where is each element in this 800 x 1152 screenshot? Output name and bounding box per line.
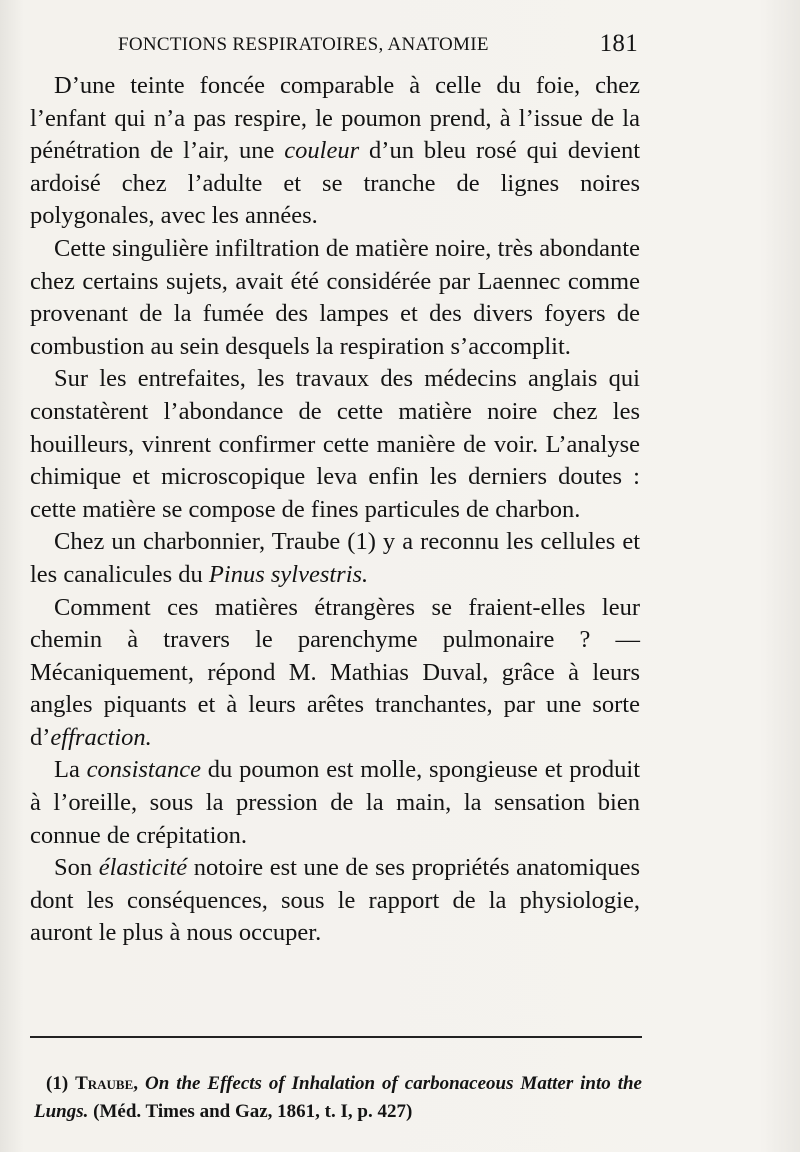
footnote-marker: (1) <box>46 1073 69 1094</box>
footnote-author: Traube, <box>75 1073 139 1094</box>
running-title: FONCTIONS RESPIRATOIRES, ANATOMIE <box>118 34 489 55</box>
body-text <box>30 70 640 950</box>
paragraph: Comment ces matières étrangères se fraient-elles leur chemin à travers le parenchyme pulmonaire ? — Mécaniquement, répond M. Mathias Duval, grâce à leurs angles piquants et à leurs arêtes tranchantes, par une sorte d’effraction. <box>30 593 640 751</box>
footnote <box>34 1070 642 1126</box>
page-header <box>118 32 638 62</box>
paragraph: D’une teinte foncée comparable à celle du foie, chez l’enfant qui n’a pas respire, le poumon prend, à l’issue de la pénétration de l’air, une couleur d’un bleu rosé qui devient ardoisé chez l’adulte et se tranche de lignes noires polygonales, avec les années. <box>30 72 641 230</box>
footnote-rule <box>30 1036 642 1038</box>
footnote-title: On the Effects of Inhalation of carbonaceous Matter into the Lungs. <box>34 1073 642 1122</box>
paragraph: La consistance du poumon est molle, spongieuse et produit à l’oreille, sous la pression de la main, la sensation bien connue de crépitation. <box>30 756 640 849</box>
paragraph: Son élasticité notoire est une de ses propriétés anatomiques dont les conséquences, sous le rapport de la physiologie, auront le plus à nous occuper. <box>30 854 640 947</box>
paragraph: Sur les entrefaites, les travaux des médecins anglais qui constatèrent l’abondance de cette matière noire chez les houilleurs, vinrent confirmer cette manière de voir. L’analyse chimique et microscopique leva enfin les derniers doutes : cette matière se compose de fines particules de charbon. <box>30 365 640 523</box>
page-number: 181 <box>599 30 638 57</box>
paragraph: Cette singulière infiltration de matière noire, très abondante chez certains sujets, avait été considérée par Laennec comme provenant de la fumée des lampes et des divers foyers de combustion au sein desquels la respiration s’accomplit. <box>30 234 640 360</box>
paragraph: Chez un charbonnier, Traube (1) y a reconnu les cellules et les canalicules du Pinus sylvestris. <box>30 528 640 588</box>
footnote-source: (Méd. Times and Gaz, 1861, t. I, p. 427) <box>93 1101 413 1122</box>
